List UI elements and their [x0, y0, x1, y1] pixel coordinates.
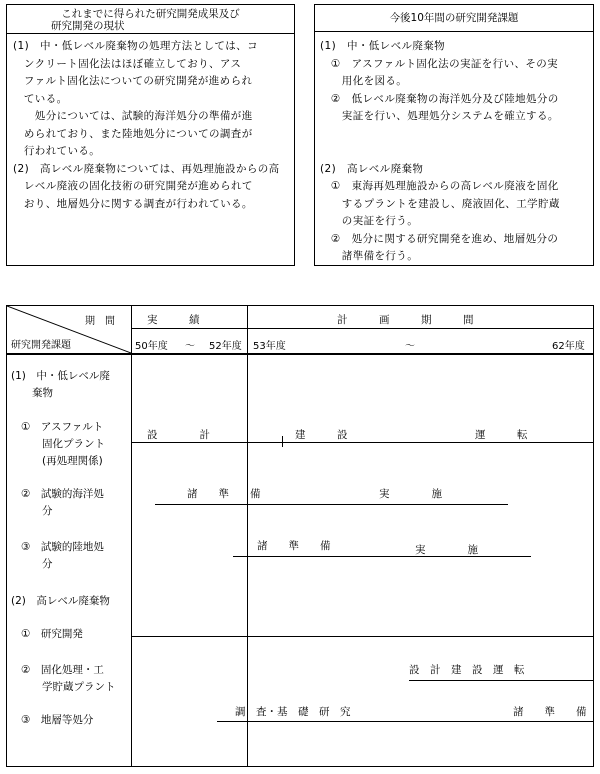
future-tasks-text — [320, 38, 560, 266]
task-line: ② 低レベル廃棄物の海洋処分及び陸地処分の — [320, 92, 559, 105]
status-line: 処分については、試験的海洋処分の準備が進 — [13, 110, 253, 122]
task-line: 実証を行い、処理処分システムを確立する。 — [320, 110, 559, 122]
future-tasks-title-rule — [315, 31, 593, 32]
bar-label-construction: 建 設 — [295, 429, 348, 441]
bar-land-disposal — [233, 556, 531, 557]
task-high-level: (2) 高レベル廃棄物 — [11, 595, 110, 607]
task-asphalt-plant: ① アスファルト 固化プラント (再処理関係) — [21, 421, 105, 467]
bar-label-prep-ocean: 諸 準 備 — [187, 488, 261, 500]
actual-range-end: 52年度 — [209, 341, 242, 352]
bar-construction-operation — [247, 442, 593, 443]
row-rule-high-level — [131, 636, 593, 637]
task-line: 用化を図る。 — [320, 75, 408, 87]
future-tasks-box — [314, 4, 594, 266]
current-status-text — [13, 38, 280, 213]
plan-range-end: 62年度 — [552, 341, 585, 352]
task-ocean-disposal: ② 試験的海洋処 分 — [21, 488, 104, 517]
task-land-disposal: ③ 試験的陸地処 分 — [21, 541, 104, 570]
status-line: おり、地層処分に関する調査が行われている。 — [13, 197, 253, 210]
status-line: (2) 高レベル廃棄物については、再処理施設からの高 — [13, 162, 280, 175]
corner-period-label: 期 間 — [85, 316, 115, 327]
current-status-title-rule — [7, 33, 294, 34]
bar-label-design: 設 計 — [147, 429, 210, 441]
task-line: ① 東海再処理施設からの高レベル廃液を固化 — [320, 180, 559, 192]
task-line: ① アスファルト固化法の実証を行い、その実 — [320, 57, 559, 70]
task-low-level: (1) 中・低レベル廃 棄物 — [11, 370, 110, 399]
status-line: 行われている。 — [13, 145, 101, 157]
bar-label-prep-land: 諸 準 備 — [257, 540, 331, 552]
status-line: ンクリート固化法はほぼ確立しており、アス — [13, 57, 242, 70]
bar-label-implement-ocean: 実 施 — [379, 488, 442, 500]
milestone-tick — [282, 436, 283, 447]
status-line: レベル廃液の固化技術の研究開発が進められて — [13, 180, 253, 192]
bar-solidification-plant — [409, 680, 593, 681]
task-solidification-plant: ② 固化処理・工 学貯蔵プラント — [21, 664, 116, 693]
task-line: するプラントを建設し、廃液固化、工学貯蔵 — [320, 197, 560, 210]
actual-header: 実 績 — [147, 314, 200, 326]
task-line: (1) 中・低レベル廃棄物 — [320, 40, 446, 52]
bar-ocean-disposal — [155, 504, 508, 505]
task-research: ① 研究開発 — [21, 628, 83, 640]
bar-geological-disposal — [217, 721, 593, 722]
bar-label-prep-geological: 諸 準 備 — [513, 706, 587, 718]
actual-range-start: 50年度 — [135, 341, 168, 352]
status-line: められており、また陸地処分についての調査が — [13, 127, 253, 140]
schedule-table — [6, 305, 594, 767]
actual-range-sep: 〜 — [185, 341, 195, 352]
bar-label-plant: 設 計 建 設 運 転 — [409, 664, 525, 676]
task-geological-disposal: ③ 地層等処分 — [21, 714, 94, 726]
header-rule-mid — [131, 328, 593, 329]
current-status-title-line1: これまでに得られた研究開発成果及び — [61, 8, 240, 20]
current-status-box — [6, 4, 295, 266]
plan-range-start: 53年度 — [253, 341, 286, 352]
task-line: の実証を行う。 — [320, 215, 419, 227]
col-rule-task — [131, 306, 132, 766]
header-rule-bottom — [7, 353, 593, 355]
status-line: ている。 — [13, 92, 68, 105]
col-rule-plan — [247, 306, 248, 766]
future-tasks-title: 今後10年間の研究開発課題 — [389, 12, 519, 24]
task-line — [320, 143, 560, 161]
task-line: 諸準備を行う。 — [320, 250, 419, 262]
plan-header: 計 画 期 間 — [337, 314, 474, 326]
status-line: ファルト固化法についての研究開発が進められ — [13, 75, 253, 87]
status-line: (1) 中・低レベル廃棄物の処理方法としては、コ — [13, 40, 258, 52]
task-line — [320, 126, 560, 144]
corner-task-label: 研究開発課題 — [11, 340, 71, 351]
task-line: ② 処分に関する研究開発を進め、地層処分の — [320, 232, 559, 245]
bar-design — [131, 442, 247, 443]
plan-range-sep: 〜 — [405, 341, 415, 352]
bar-label-implement-land: 実 施 — [415, 544, 478, 556]
bar-label-operation: 運 転 — [475, 429, 528, 441]
task-line: (2) 高レベル廃棄物 — [320, 162, 424, 175]
current-status-title — [7, 8, 294, 32]
bar-label-survey: 調 査・基 礎 研 究 — [235, 706, 351, 718]
current-status-title-line2: 研究開発の現状 — [51, 20, 125, 32]
